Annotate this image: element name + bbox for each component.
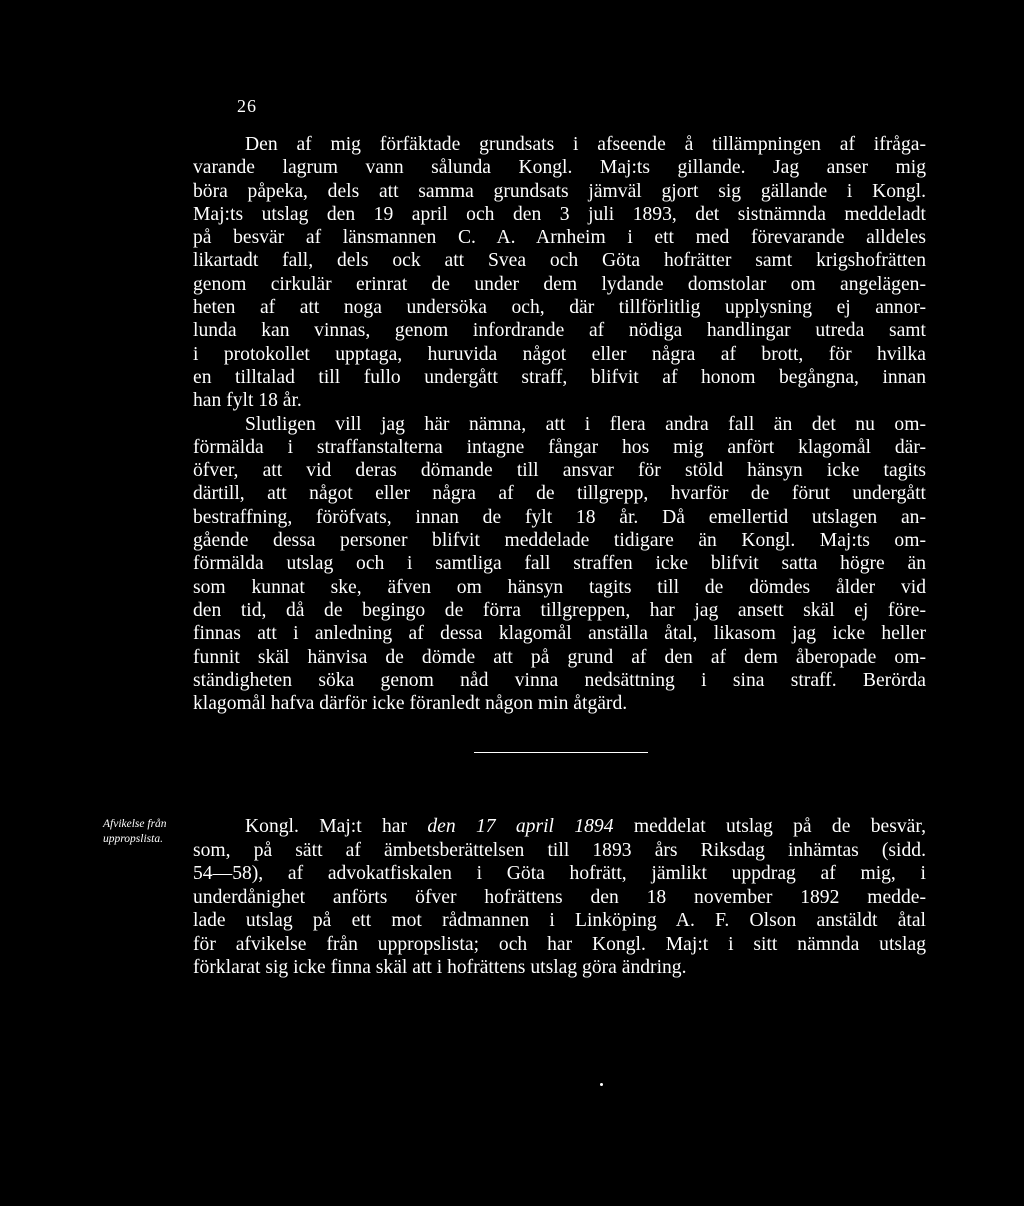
text-line: 54—58), af advokatfiskalen i Göta hofrätt, jämlikt uppdrag af mig, i (193, 863, 926, 884)
text-line: en tilltalad till fullo undergått straff, blifvit af honom begångna, innan (193, 366, 926, 388)
text-line: Maj:ts utslag den 19 april och den 3 juli 1893, det sistnämnda meddeladt (193, 203, 926, 225)
section-divider (474, 752, 648, 753)
text-line: i protokollet upptaga, huruvida något eller några af brott, för hvilka (193, 343, 926, 365)
text-line: varande lagrum vann sålunda Kongl. Maj:ts gillande. Jag anser mig (193, 157, 926, 179)
text-line: för afvikelse från uppropslista; och har Kongl. Maj:t i sitt nämnda utslag (193, 933, 926, 955)
margin-note-line: uppropslista. (103, 833, 163, 845)
text-line: förmälda i straffanstalterna intagne fångar hos mig anfört klagomål där- (193, 436, 926, 458)
text-line: förmälda utslag och i samtliga fall straffen icke blifvit satta högre än (193, 553, 926, 575)
text-line: klagomål hafva därför icke föranledt någon min åtgärd. (193, 693, 628, 715)
paragraph-2 (193, 413, 926, 716)
text-line: Slutligen vill jag här nämna, att i flera andra fall än det nu om- (245, 413, 926, 435)
text-line: som kunnat ske, äfven om hänsyn tagits till de dömdes ålder vid (193, 576, 926, 598)
text-line: Den af mig förfäktade grundsats i afseende å tillämpningen af ifråga- (245, 134, 926, 155)
text-line: genom cirkulär erinrat de under dem lydande domstolar om angelägen- (193, 273, 926, 295)
text-line: finnas att i anledning af dessa klagomål anställa åtal, likasom jag icke heller (193, 623, 926, 645)
text-line: likartadt fall, dels ock att Svea och Göta hofrätter samt krigshofrätten (193, 250, 926, 272)
margin-note-line: Afvikelse från (103, 818, 167, 830)
text-line: han fylt 18 år. (193, 390, 302, 412)
speck-mark (600, 1083, 603, 1086)
text-line: förklarat sig icke finna skäl att i hofrättens utslag göra ändring. (193, 957, 687, 978)
text-line: lunda kan vinnas, genom infordrande af nödiga handlingar utreda samt (193, 320, 926, 342)
paragraph-1 (193, 133, 926, 413)
text-line: på besvär af länsmannen C. A. Arnheim i ett med förevarande alldeles (193, 227, 926, 249)
text-line: därtill, att något eller några af de tillgrepp, hvarför de förut undergått (193, 483, 926, 505)
section-text (193, 815, 926, 980)
text-fragment: meddelat utslag på de besvär, (613, 816, 927, 837)
text-line: den tid, då de begingo de förra tillgreppen, har jag ansett skäl ej före- (193, 599, 926, 621)
text-line: heten af att noga undersöka och, där tillförlitlig upplysning ej annor- (193, 297, 926, 319)
text-fragment: Kongl. Maj:t har (245, 816, 428, 837)
text-line-first (193, 815, 926, 839)
body-text (193, 133, 926, 715)
date-text: den 17 april 1894 (427, 816, 614, 837)
text-line: böra påpeka, dels att samma grundsats jämväl gjort sig gällande i Kongl. (193, 180, 926, 202)
page-number: 26 (237, 96, 257, 116)
text-line: som, på sätt af ämbetsberättelsen till 1893 års Riksdag inhämtas (sidd. (193, 839, 926, 861)
text-line: gående dessa personer blifvit meddelade tidigare än Kongl. Maj:ts om- (193, 530, 926, 552)
margin-note (103, 817, 195, 847)
text-line: lade utslag på ett mot rådmannen i Linköping A. F. Olson anstäldt åtal (193, 910, 926, 931)
text-line: funnit skäl hänvisa de dömde att på grund af den af dem åberopade om- (193, 646, 926, 668)
text-line: öfver, att vid deras dömande till ansvar för stöld hänsyn icke tagits (193, 460, 926, 482)
text-line: bestraffning, föröfvats, innan de fylt 18 år. Då emellertid utslagen an- (193, 506, 926, 528)
text-line: ständigheten söka genom nåd vinna nedsättning i sina straff. Berörda (193, 669, 926, 691)
text-line: underdånighet anförts öfver hofrättens den 18 november 1892 medde- (193, 886, 926, 908)
